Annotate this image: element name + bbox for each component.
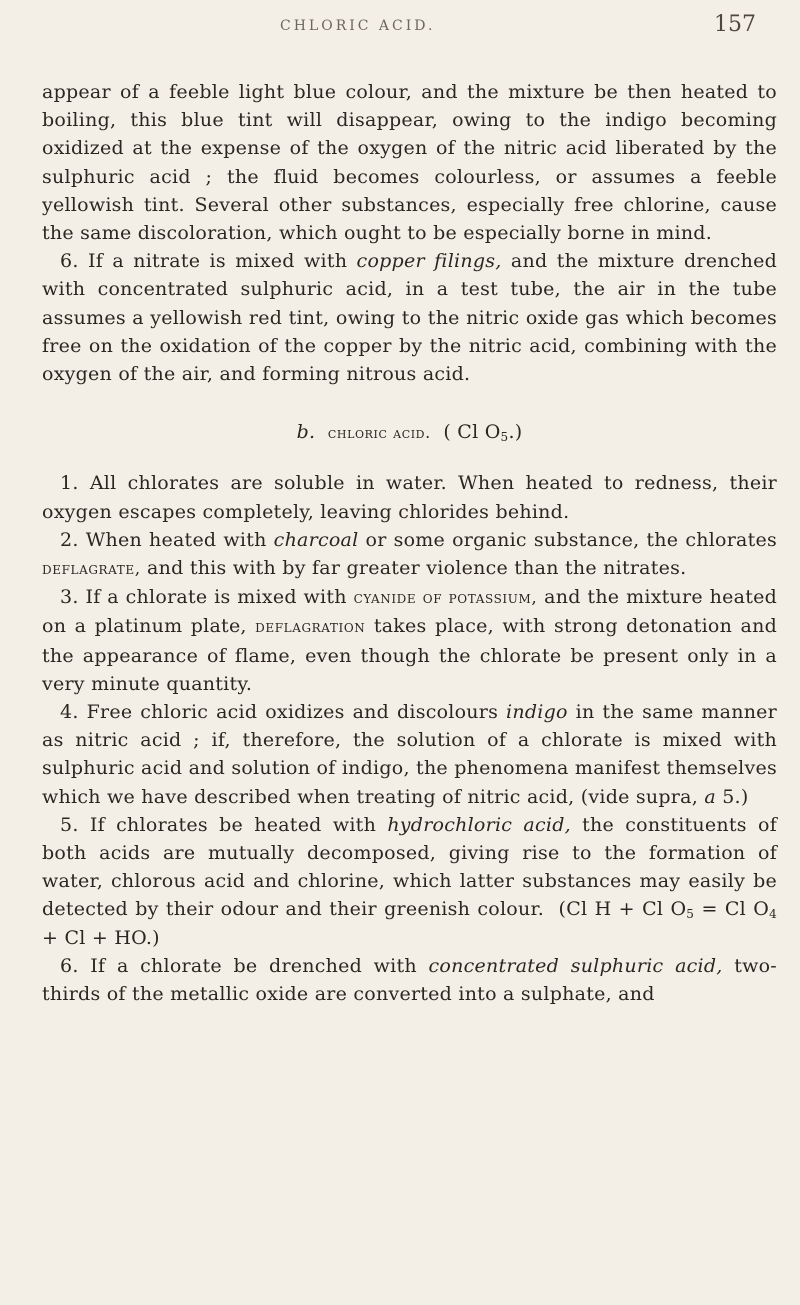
paragraph-text: Free chloric acid oxidizes and discolours <box>86 701 499 724</box>
paragraph-text: 5.) <box>722 785 749 808</box>
small-caps-text: cyanide of potassium, <box>353 588 538 609</box>
item-number: 6. <box>60 954 79 977</box>
paragraph-text: two-thirds of the metallic oxide are converted into a sulphate, and <box>42 954 777 1006</box>
paragraph-text: If a nitrate is mixed with <box>87 250 348 273</box>
running-head <box>0 12 800 42</box>
body-text <box>42 78 777 1008</box>
paragraph-item-3 <box>42 583 777 698</box>
paragraph-item-5 <box>42 811 777 952</box>
paragraph-text: or some organic substance, the chlorates <box>365 528 778 551</box>
paragraph-text: and the mixture drenched with concentrated sulphuric acid, in a test tube, the air in the tube assumes a yellowish red tint, owing to the nitric oxide gas which becomes free on the oxidation of the copper by the nitric acid, combining with the oxygen of the air, and forming nitrous acid. <box>42 250 777 386</box>
intro-paragraph <box>42 78 777 247</box>
formula-subscript: 5 <box>500 430 509 445</box>
section-title: chloric acid. <box>327 423 431 443</box>
running-title: CHLORIC ACID. <box>280 18 436 34</box>
paragraph-text: All chlorates are soluble in water. When heated to redness, their oxygen escapes completely, leaving chlorides behind. <box>42 472 777 523</box>
equation-text: = Cl O <box>694 898 770 921</box>
emphasis-text: a <box>704 785 716 808</box>
paragraph-item-2 <box>42 526 777 583</box>
paragraph-item-6 <box>42 952 777 1008</box>
item-number: 1. <box>60 472 79 495</box>
item-number: 6. <box>60 250 79 273</box>
item-number: 3. <box>60 586 79 609</box>
item-number: 5. <box>60 813 79 836</box>
formula-text: .) <box>508 421 523 444</box>
paragraph-text: If a chlorate is mixed with <box>85 586 347 609</box>
paragraph-text: in the same manner as nitric acid ; if, therefore, the solution of a chlorate is mixed with sulphuric acid and solution of indigo, the phenomena manifest themselves which we have described when treating of nitric acid, (vide supra, <box>42 701 778 808</box>
emphasis-text: concentrated sulphuric acid, <box>428 954 723 977</box>
paragraph-text: and the mixture heated on a platinum plate, <box>42 586 778 638</box>
emphasis-text: hydrochloric acid, <box>387 813 571 836</box>
section-label: b. <box>296 421 316 444</box>
paragraph-item-1 <box>42 469 777 525</box>
equation-text: + Cl + HO.) <box>42 926 160 949</box>
intro-text: appear of a feeble light blue colour, and the mixture be then heated to boiling, this blue tint will disappear, owing to the indigo becoming oxidized at the expense of the oxygen of the nitric acid liberated by the sulphuric acid ; the fluid becomes colourless, or assumes a feeble yellowish tint. Several other substances, especially free chlorine, cause the same discoloration, which ought to be especially borne in mind. <box>42 81 777 245</box>
emphasis-text: indigo <box>506 701 568 724</box>
page-number: 157 <box>714 12 756 37</box>
paragraph-item-4 <box>42 698 777 811</box>
formula-text: ( Cl O <box>443 421 501 444</box>
section-formula <box>443 421 522 443</box>
item-number: 2. <box>60 528 79 551</box>
equation-subscript: 5 <box>686 907 695 922</box>
paragraph-text: If chlorates be heated with <box>89 813 377 836</box>
small-caps-text: deflagrate, <box>42 559 141 580</box>
paragraph-text: the constituents of both acids are mutually decomposed, giving rise to the formation of water, chlorous acid and chlorine, which latter substances may easily be detected by their odour and their greenish colour. <box>42 813 777 921</box>
paragraph-text: When heated with <box>85 528 267 551</box>
paragraph-text: and this with by far greater violence than the nitrates. <box>147 557 687 580</box>
equation-text: (Cl H + Cl O <box>558 898 687 921</box>
small-caps-text: deflagration <box>255 617 366 638</box>
paragraph-text: If a chlorate be drenched with <box>90 954 417 977</box>
paragraph-text: takes place, with strong detonation and the appearance of flame, even though the chlorate be present only in a very minute quantity. <box>42 615 777 695</box>
emphasis-text: copper filings, <box>356 250 502 273</box>
equation-subscript: 4 <box>769 907 777 922</box>
section-heading <box>42 418 777 447</box>
emphasis-text: charcoal <box>273 528 359 551</box>
item-number: 4. <box>60 701 79 724</box>
paragraph-nitric-item-6 <box>42 247 777 388</box>
